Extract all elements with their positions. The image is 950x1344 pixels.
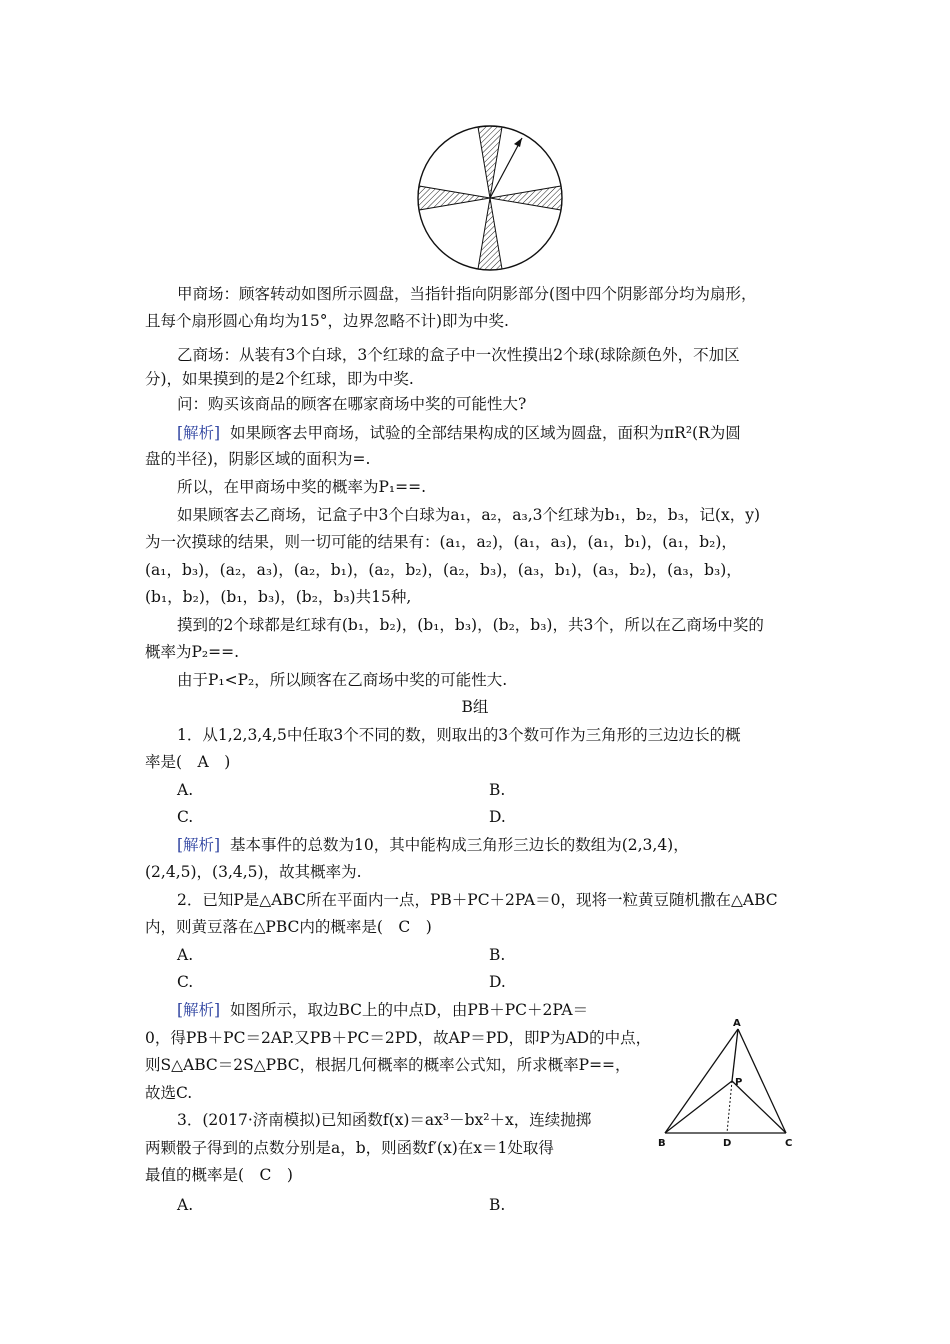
question-3-cont: 两颗骰子得到的点数分别是a，b，则函数f′(x)在x＝1处取得	[145, 1139, 554, 1157]
option-b: B.	[489, 946, 506, 964]
paragraph: 分)，如果摸到的是2个红球，即为中奖.	[145, 370, 414, 388]
solution-paragraph: [解析] 如图所示，取边BC上的中点D，由PB＋PC＋2PA＝	[177, 1001, 589, 1019]
option-a: A.	[177, 781, 194, 799]
paragraph: 如果顾客去乙商场，记盒子中3个白球为a₁，a₂，a₃,3个红球为b₁，b₂，b₃，记(x，y)	[177, 506, 761, 524]
paragraph: 盘的半径)，阴影区域的面积为=.	[145, 450, 371, 468]
paragraph: 摸到的2个球都是红球有(b₁，b₂)，(b₁，b₃)，(b₂，b₃)，共3个，所以在乙商场中奖的	[177, 616, 764, 634]
paragraph: 为一次摸球的结果，则一切可能的结果有：(a₁，a₂)，(a₁，a₃)，(a₁，b₁)，(a₁，b₂)，	[145, 533, 737, 551]
paragraph: (b₁，b₂)，(b₁，b₃)，(b₂，b₃)共15种,	[145, 588, 412, 606]
question-1-cont: 率是( A )	[145, 753, 231, 771]
question-2-cont: 内，则黄豆落在△PBC内的概率是( C )	[145, 918, 432, 936]
option-c: C.	[177, 973, 194, 991]
label-b: B	[658, 1138, 666, 1149]
option-d: D.	[489, 808, 506, 826]
question-1: 1．从1,2,3,4,5中任取3个不同的数，则取出的3个数可作为三角形的三边边长的概	[177, 726, 741, 744]
paragraph: 由于P₁<P₂，所以顾客在乙商场中奖的可能性大.	[177, 671, 508, 689]
group-heading: B组	[461, 698, 489, 716]
paragraph: 甲商场：顾客转动如图所示圆盘，当指针指向阴影部分(图中四个阴影部分均为扇形，	[177, 285, 757, 303]
question-3-cont: 最值的概率是( C )	[145, 1166, 293, 1184]
option-b: B.	[489, 781, 506, 799]
label-c: C	[785, 1138, 793, 1149]
label-a: A	[733, 1018, 741, 1029]
label-d: D	[723, 1138, 732, 1149]
spinner-disc-figure	[416, 123, 564, 273]
paragraph: 故选C.	[145, 1084, 193, 1102]
paragraph: 且每个扇形圆心角均为15°，边界忽略不计)即为中奖.	[145, 312, 509, 330]
option-a: A.	[177, 946, 194, 964]
paragraph: 概率为P₂==.	[145, 643, 240, 661]
paragraph: 所以，在甲商场中奖的概率为P₁==.	[177, 478, 427, 496]
paragraph: 乙商场：从装有3个白球，3个红球的盒子中一次性摸出2个球(球除颜色外，不加区	[177, 346, 740, 364]
solution-tag: [解析]	[177, 836, 221, 854]
option-b: B.	[489, 1196, 506, 1214]
solution-tag: [解析]	[177, 424, 221, 442]
option-d: D.	[489, 973, 506, 991]
triangle-figure	[652, 1015, 802, 1150]
paragraph: 问：购买该商品的顾客在哪家商场中奖的可能性大?	[177, 395, 527, 413]
paragraph: (a₁，b₃)，(a₂，a₃)，(a₂，b₁)，(a₂，b₂)，(a₂，b₃)，(a₃，b₁)，(a₃，b₂)，(a₃，b₃)，	[145, 561, 742, 579]
paragraph: 0，得PB＋PC＝2AP.又PB＋PC＝2PD，故AP＝PD，即P为AD的中点，	[145, 1029, 652, 1047]
paragraph: 则S△ABC＝2S△PBC，根据几何概率的概率公式知，所求概率P==，	[145, 1056, 631, 1074]
label-p: P	[735, 1077, 743, 1088]
option-c: C.	[177, 808, 194, 826]
option-a: A.	[177, 1196, 194, 1214]
question-2: 2．已知P是△ABC所在平面内一点，PB＋PC＋2PA＝0，现将一粒黄豆随机撒在△ABC	[177, 891, 778, 909]
paragraph: (2,4,5)，(3,4,5)，故其概率为.	[145, 863, 362, 881]
solution-paragraph: [解析] 如果顾客去甲商场，试验的全部结果构成的区域为圆盘，面积为πR²(R为圆	[177, 424, 741, 442]
question-3: 3．(2017·济南模拟)已知函数f(x)＝ax³－bx²＋x，连续抛掷	[177, 1111, 592, 1129]
solution-tag: [解析]	[177, 1001, 221, 1019]
solution-paragraph: [解析] 基本事件的总数为10，其中能构成三角形三边长的数组为(2,3,4)，	[177, 836, 689, 854]
